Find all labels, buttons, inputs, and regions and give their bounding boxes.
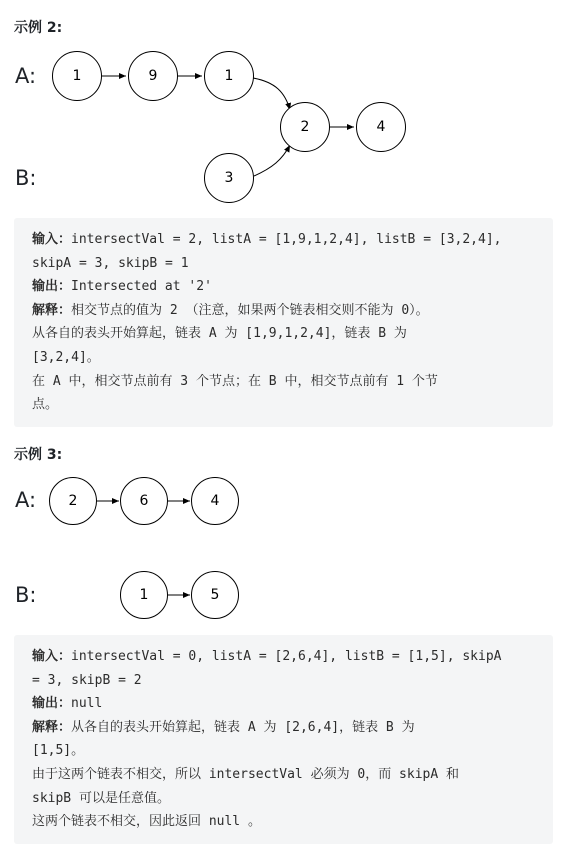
code-line: 这两个链表不相交，因此返回 null 。 <box>32 814 261 830</box>
ex3-node-b1 <box>121 572 168 619</box>
code-line: skipB 可以是任意值。 <box>32 790 170 806</box>
ex2-node-a2 <box>129 52 178 101</box>
code-line: skipA = 3, skipB = 1 <box>32 255 189 271</box>
svg-text:5: 5 <box>210 587 220 603</box>
ex3-node-a2 <box>121 478 168 525</box>
code-line: 输入：intersectVal = 0, listA = [2,6,4], listB = [1,5], skipA <box>32 649 502 664</box>
code-line: 输出：Intersected at '2' <box>32 279 212 295</box>
code-line: 输入：intersectVal = 2, listA = [1,9,1,2,4], listB = [3,2,4], <box>32 232 502 247</box>
example-3-heading: 示例 3: <box>14 447 63 463</box>
code-line: 在 A 中，相交节点前有 3 个节点；在 B 中，相交节点前有 1 个节 <box>32 373 438 389</box>
code-line: [3,2,4]。 <box>32 349 100 365</box>
ex2-node-a3 <box>205 52 254 101</box>
code-line: 输出：null <box>32 696 103 712</box>
ex3-node-a1 <box>50 478 97 525</box>
code-line: 从各自的表头开始算起，链表 A 为 [1,9,1,2,4]，链表 B 为 <box>32 326 407 342</box>
svg-text:9: 9 <box>148 68 158 84</box>
ex3-node-b2 <box>192 572 239 619</box>
svg-text:6: 6 <box>139 493 149 509</box>
ex2-node-intersect <box>281 103 330 152</box>
code-line: [1,5]。 <box>32 743 85 759</box>
svg-text:4: 4 <box>376 119 386 135</box>
svg-text:3: 3 <box>224 170 234 186</box>
code-line: = 3, skipB = 2 <box>32 672 142 688</box>
svg-text:2: 2 <box>300 119 310 135</box>
example-3-code-block <box>14 635 553 844</box>
list-b-label: B: <box>15 166 37 190</box>
code-line: 解释：从各自的表头开始算起，链表 A 为 [2,6,4]，链表 B 为 <box>32 719 415 735</box>
example-2-code-block <box>14 218 553 427</box>
svg-text:1: 1 <box>72 68 82 84</box>
list-b-label: B: <box>15 583 37 607</box>
code-line: 点。 <box>32 397 59 413</box>
svg-text:2: 2 <box>68 493 78 509</box>
ex3-node-a3 <box>192 478 239 525</box>
list-a-label: A: <box>15 488 37 512</box>
ex2-node-tail <box>357 103 406 152</box>
example-2-heading: 示例 2: <box>14 20 63 36</box>
svg-text:4: 4 <box>210 493 220 509</box>
code-line: 解释：相交节点的值为 2 （注意，如果两个链表相交则不能为 0）。 <box>32 302 429 318</box>
svg-text:1: 1 <box>224 68 234 84</box>
ex2-node-a1 <box>53 52 102 101</box>
list-a-label: A: <box>15 64 37 88</box>
svg-text:1: 1 <box>139 587 149 603</box>
code-line: 由于这两个链表不相交，所以 intersectVal 必须为 0，而 skipA 和 <box>32 766 460 782</box>
ex2-node-b1 <box>205 154 254 203</box>
